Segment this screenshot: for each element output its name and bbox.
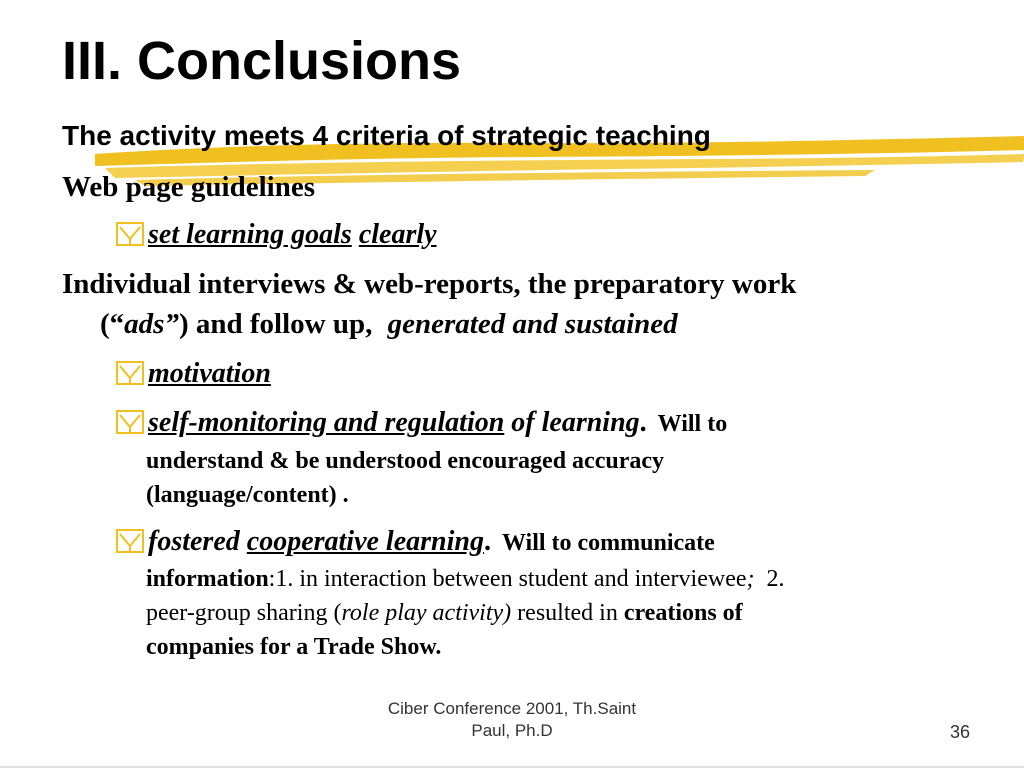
cooperative-period: . (483, 526, 491, 557)
self-monitoring-text: self-monitoring and regulation (148, 407, 505, 438)
y-box-icon (116, 529, 146, 555)
item-motivation (148, 355, 271, 393)
self-monitoring-period: . (639, 407, 647, 438)
cooperative-line4: companies for a Trade Show. (146, 634, 442, 660)
y-box-icon (116, 222, 146, 248)
item-two-text: 2. (766, 566, 785, 592)
slide-title: III. Conclusions (62, 31, 462, 91)
motivation-text: motivation (148, 358, 271, 389)
item-cooperative-learning (148, 523, 715, 562)
y-box-icon (116, 410, 146, 436)
footer-line2: Paul, Ph.D (471, 721, 553, 740)
slide-subtitle: The activity meets 4 criteria of strategic teaching (62, 120, 711, 151)
cooperative-line3 (146, 596, 743, 630)
role-play-text: role play activity) (341, 600, 512, 626)
learning-goals-text: set learning goals (148, 219, 352, 250)
ads-text: ads” (124, 308, 179, 340)
self-monitoring-line2: understand & be understood encouraged accuracy (146, 448, 665, 474)
item-learning-goals (148, 216, 437, 254)
generated-sustained-text: generated and sustained (387, 308, 678, 340)
y-box-icon (116, 361, 146, 387)
footer-line1: Ciber Conference 2001, Th.Saint (387, 699, 637, 718)
fostered-text: fostered (148, 526, 240, 557)
semicolon-text: ; (746, 566, 755, 592)
information-text: information (146, 566, 269, 592)
will-to-communicate-text: Will to communicate (501, 530, 715, 556)
item-interviews-line1: Individual interviews & web-reports, the preparatory work (62, 268, 797, 300)
resulted-in-text: resulted in (517, 600, 618, 626)
clearly-text: clearly (358, 219, 437, 250)
page-number: 36 (949, 722, 970, 742)
open-quote: (“ (100, 308, 125, 340)
interaction-text: :1. in interaction between student and interviewee (268, 566, 747, 592)
item-interviews-line2 (100, 304, 678, 344)
item-web-guidelines: Web page guidelines (62, 171, 315, 203)
follow-up-text: ) and follow up, (178, 308, 373, 340)
peer-group-text: peer-group sharing ( (146, 600, 342, 626)
cooperative-line2 (146, 562, 785, 596)
item-self-monitoring (148, 404, 727, 443)
cooperative-learning-text: cooperative learning (246, 526, 484, 557)
creations-of-text: creations of (623, 600, 743, 626)
slide-footer (352, 698, 672, 742)
will-to-text: Will to (657, 411, 728, 437)
self-monitoring-line3: (language/content) . (146, 482, 349, 508)
of-learning-text: of learning (511, 407, 640, 438)
